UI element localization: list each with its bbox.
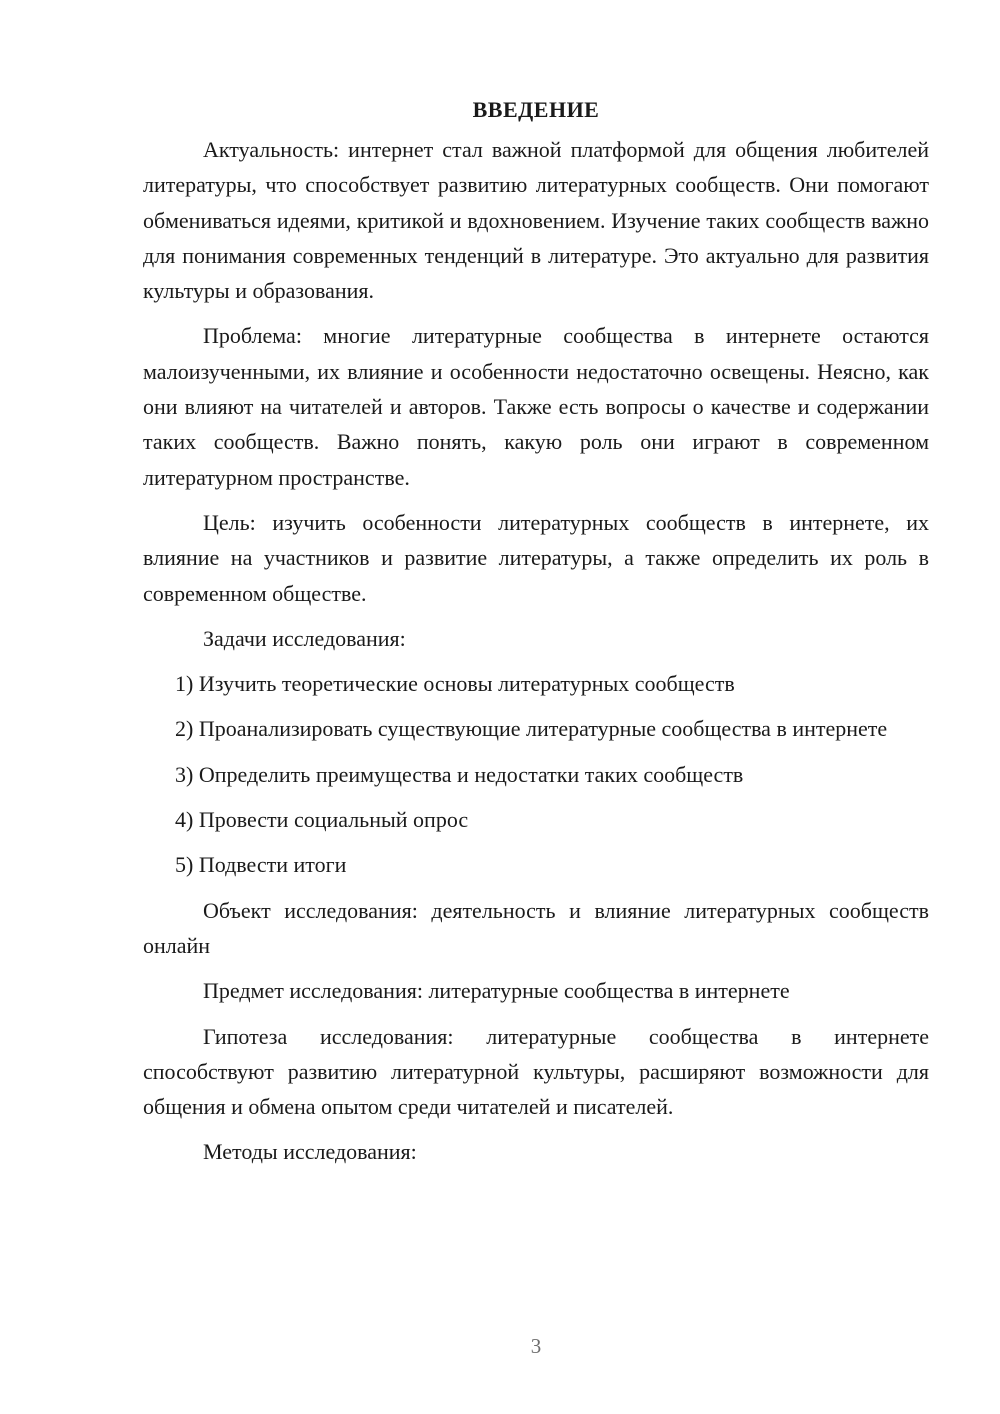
- goal-paragraph: Цель: изучить особенности литературных сообществ в интернете, их влияние на участников и развитие литературы, а также определить их роль в современном обществе.: [143, 509, 929, 606]
- section-heading: ВВЕДЕНИЕ: [472, 97, 600, 122]
- tasks-title: Задачи исследования:: [203, 625, 406, 651]
- methods-paragraph: Методы исследования:: [203, 1139, 417, 1165]
- page-number: 3: [530, 1334, 542, 1358]
- subject-paragraph: Предмет исследования: литературные сообщества в интернете: [203, 978, 790, 1004]
- task-item: 2) Проанализировать существующие литературные сообщества в интернете: [175, 716, 888, 742]
- task-item: 4) Провести социальный опрос: [175, 807, 469, 833]
- hypothesis-paragraph: Гипотеза исследования: литературные сообщества в интернете способствуют развитию литературной культуры, расширяют возможности для общения и обмена опытом среди читателей и писателей.: [143, 1023, 929, 1120]
- task-item: 5) Подвести итоги: [175, 852, 347, 878]
- document-page: [143, 92, 929, 1180]
- task-item: 1) Изучить теоретические основы литературных сообществ: [175, 671, 735, 697]
- task-item: 3) Определить преимущества и недостатки таких сообществ: [175, 761, 744, 787]
- problem-paragraph: Проблема: многие литературные сообщества в интернете остаются малоизученными, их влияние и особенности недостаточно освещены. Неясно, как они влияют на читателей и авторов. Также есть вопросы о качестве и содержании таких сообществ. Важно понять, какую роль они играют в современном литературном пространстве.: [143, 323, 929, 490]
- object-paragraph: Объект исследования: деятельность и влияние литературных сообществ онлайн: [143, 897, 929, 958]
- relevance-paragraph: Актуальность: интернет стал важной платформой для общения любителей литературы, что способствует развитию литературных сообществ. Они помогают обмениваться идеями, критикой и вдохновением. Изучение таких сообществ важно для понимания современных тенденций в литературе. Это актуально для развития культуры и образования.: [143, 137, 929, 304]
